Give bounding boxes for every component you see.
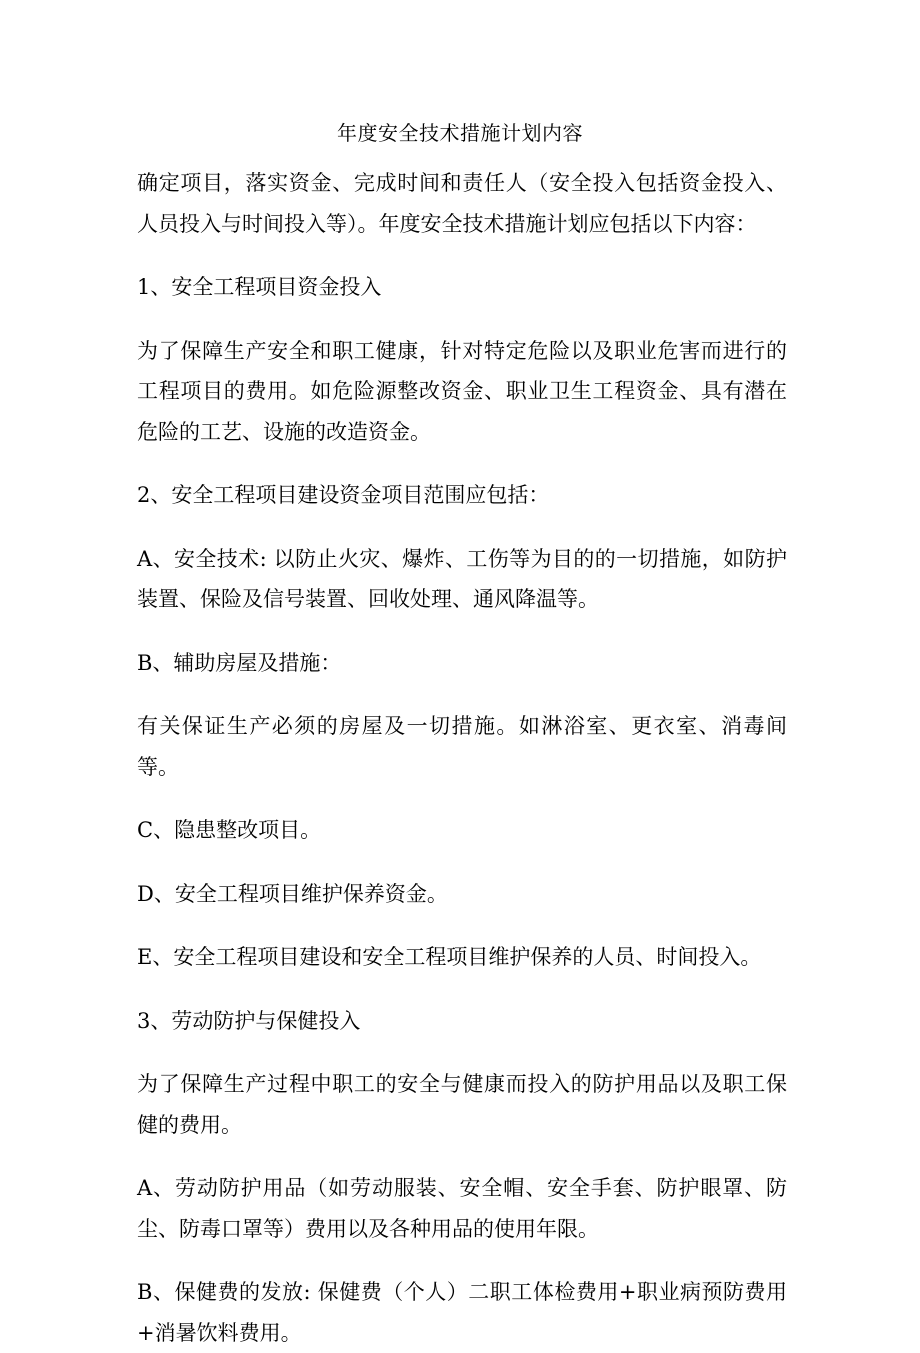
heading-section-3: 3、劳动防护与保健投入 xyxy=(137,1008,361,1033)
paragraph-section-1: 为了保障生产安全和职工健康，针对特定危险以及职业危害而进行的工程项目的费用。如危险源整改资金、职业卫生工程资金、具有潜在危险的工艺、设施的改造资金。 xyxy=(137,338,787,444)
list-item-3a: A、劳动防护用品（如劳动服装、安全帽、安全手套、防护眼罩、防尘、防毒口罩等）费用以及各种用品的使用年限。 xyxy=(137,1176,787,1241)
list-item-b: B、辅助房屋及措施： xyxy=(137,650,342,675)
paragraph-section-3: 为了保障生产过程中职工的安全与健康而投入的防护用品以及职工保健的费用。 xyxy=(137,1072,787,1137)
paragraph-item-b-detail: 有关保证生产必须的房屋及一切措施。如淋浴室、更衣室、消毒间等。 xyxy=(137,714,787,779)
list-item-3b: B、保健费的发放: 保健费（个人）二职工体检费用+职业病预防费用+消暑饮料费用。 xyxy=(137,1280,787,1345)
list-item-e: E、安全工程项目建设和安全工程项目维护保养的人员、时间投入。 xyxy=(137,945,762,969)
heading-section-1: 1、安全工程项目资金投入 xyxy=(137,275,382,299)
paragraph-intro: 确定项目，落实资金、完成时间和责任人（安全投入包括资金投入、人员投入与时间投入等）。年度安全技术措施计划应包括以下内容： xyxy=(137,171,787,236)
heading-section-2: 2、安全工程项目建设资金项目范围应包括： xyxy=(137,483,550,507)
list-item-c: C、隐患整改项目。 xyxy=(137,818,322,842)
document-body xyxy=(137,163,787,1353)
list-item-d: D、安全工程项目维护保养资金。 xyxy=(137,881,448,906)
list-item-a: A、安全技术: 以防止火灾、爆炸、工伤等为目的的一切措施，如防护装置、保险及信号装置、回收处理、通风降温等。 xyxy=(137,546,787,611)
document-title: 年度安全技术措施计划内容 xyxy=(337,121,583,145)
